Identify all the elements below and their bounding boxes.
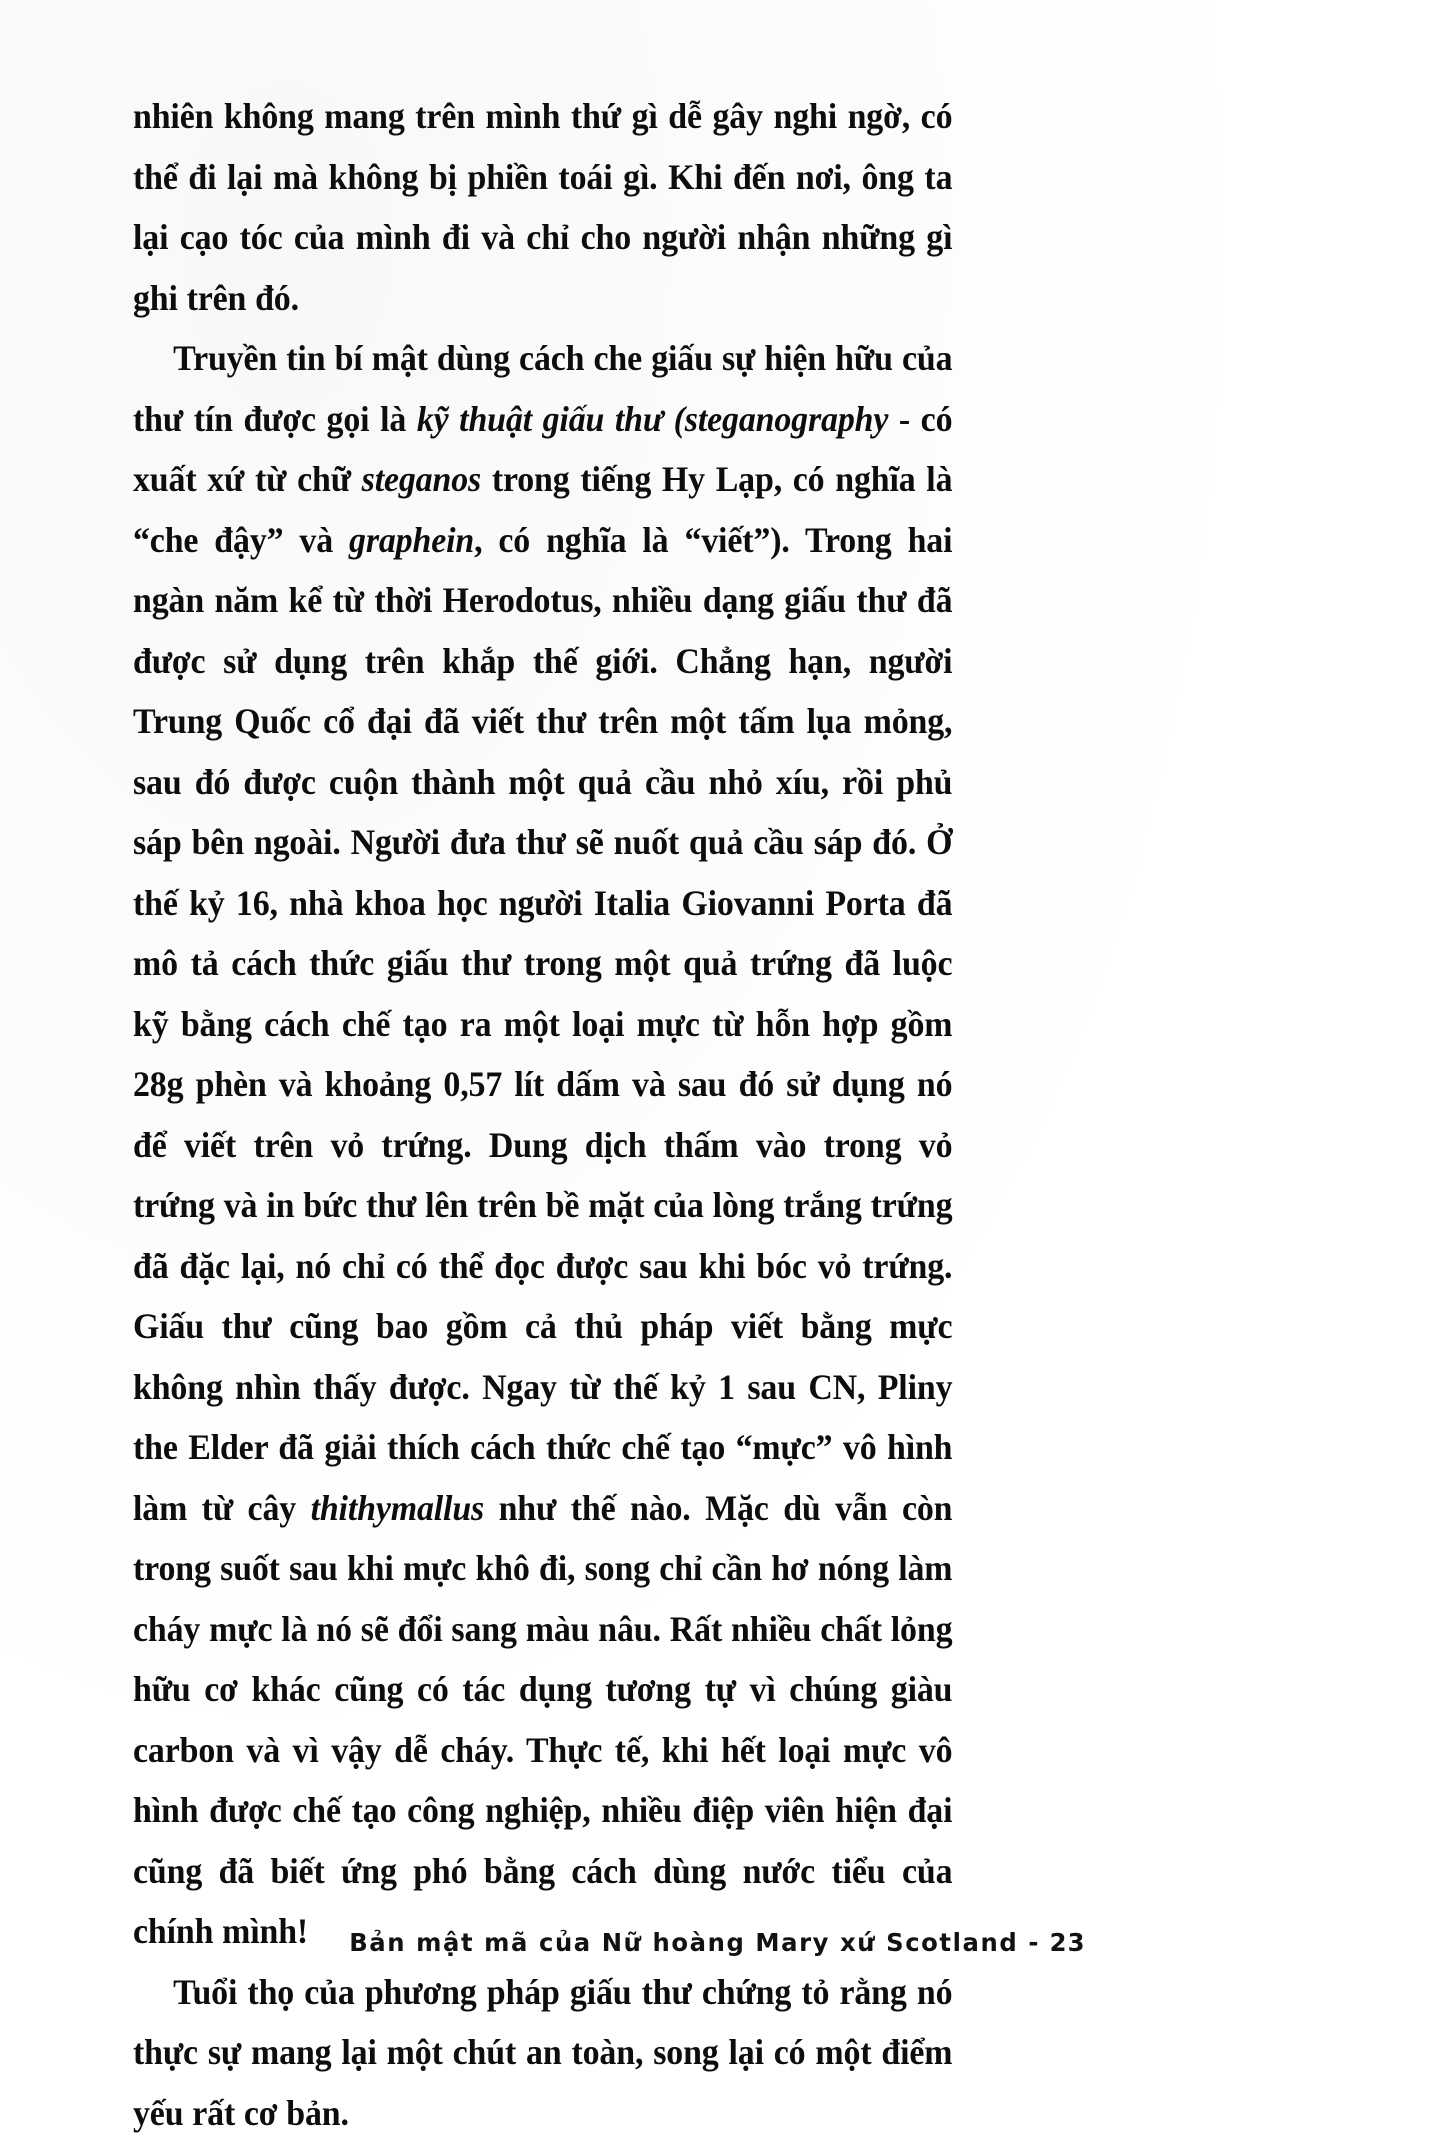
emphasis-term: thithymallus — [311, 1488, 485, 1528]
emphasis-term: graphein — [349, 520, 474, 560]
paragraph: nhiên không mang trên mình thứ gì dễ gây nghi ngờ, có thể đi lại mà không bị phiền toái gì. Khi đến nơi, ông ta lại cạo tóc của mình đi và chỉ cho người nhận những gì ghi trên đó. — [133, 86, 952, 328]
page-footer — [7, 1928, 1428, 1957]
paragraph: Tuổi thọ của phương pháp giấu thư chứng tỏ rằng nó thực sự mang lại một chút an toàn, song lại có một điểm yếu rất cơ bản. — [133, 1962, 952, 2143]
footer-separator: - — [1028, 1928, 1039, 1957]
body-text-column — [133, 86, 991, 2143]
footer-running-title: Bản mật mã của Nữ hoàng Mary xứ Scotland — [349, 1928, 1018, 1957]
emphasis-term: steganos — [362, 459, 481, 499]
footer-page-number: 23 — [1050, 1928, 1086, 1957]
emphasis-term: kỹ thuật giấu thư (steganography — [417, 399, 888, 439]
paragraph: Truyền tin bí mật dùng cách che giấu sự hiện hữu của thư tín được gọi là kỹ thuật giấu thư (steganography - có xuất xứ từ chữ steganos trong tiếng Hy Lạp, có nghĩa là “che đậy” và graphein, có nghĩa là “viết”). Trong hai ngàn năm kể từ thời Herodotus, nhiều dạng giấu thư đã được sử dụng trên khắp thế giới. Chẳng hạn, người Trung Quốc cổ đại đã viết thư trên một tấm lụa mỏng, sau đó được cuộn thành một quả cầu nhỏ xíu, rồi phủ sáp bên ngoài. Người đưa thư sẽ nuốt quả cầu sáp đó. Ở thế kỷ 16, nhà khoa học người Italia Giovanni Porta đã mô tả cách thức giấu thư trong một quả trứng đã luộc kỹ bằng cách chế tạo ra một loại mực từ hỗn hợp gồm 28g phèn và khoảng 0,57 lít dấm và sau đó sử dụng nó để viết trên vỏ trứng. Dung dịch thấm vào trong vỏ trứng và in bức thư lên trên bề mặt của lòng trắng trứng đã đặc lại, nó chỉ có thể đọc được sau khi bóc vỏ trứng. Giấu thư cũng bao gồm cả thủ pháp viết bằng mực không nhìn thấy được. Ngay từ thế kỷ 1 sau CN, Pliny the Elder đã giải thích cách thức chế tạo “mực” vô hình làm từ cây thithymallus như thế nào. Mặc dù vẫn còn trong suốt sau khi mực khô đi, song chỉ cần hơ nóng làm cháy mực là nó sẽ đổi sang màu nâu. Rất nhiều chất lỏng hữu cơ khác cũng có tác dụng tương tự vì chúng giàu carbon và vì vậy dễ cháy. Thực tế, khi hết loại mực vô hình được chế tạo công nghiệp, nhiều điệp viên hiện đại cũng đã biết ứng phó bằng cách dùng nước tiểu của chính mình! — [133, 328, 952, 1962]
